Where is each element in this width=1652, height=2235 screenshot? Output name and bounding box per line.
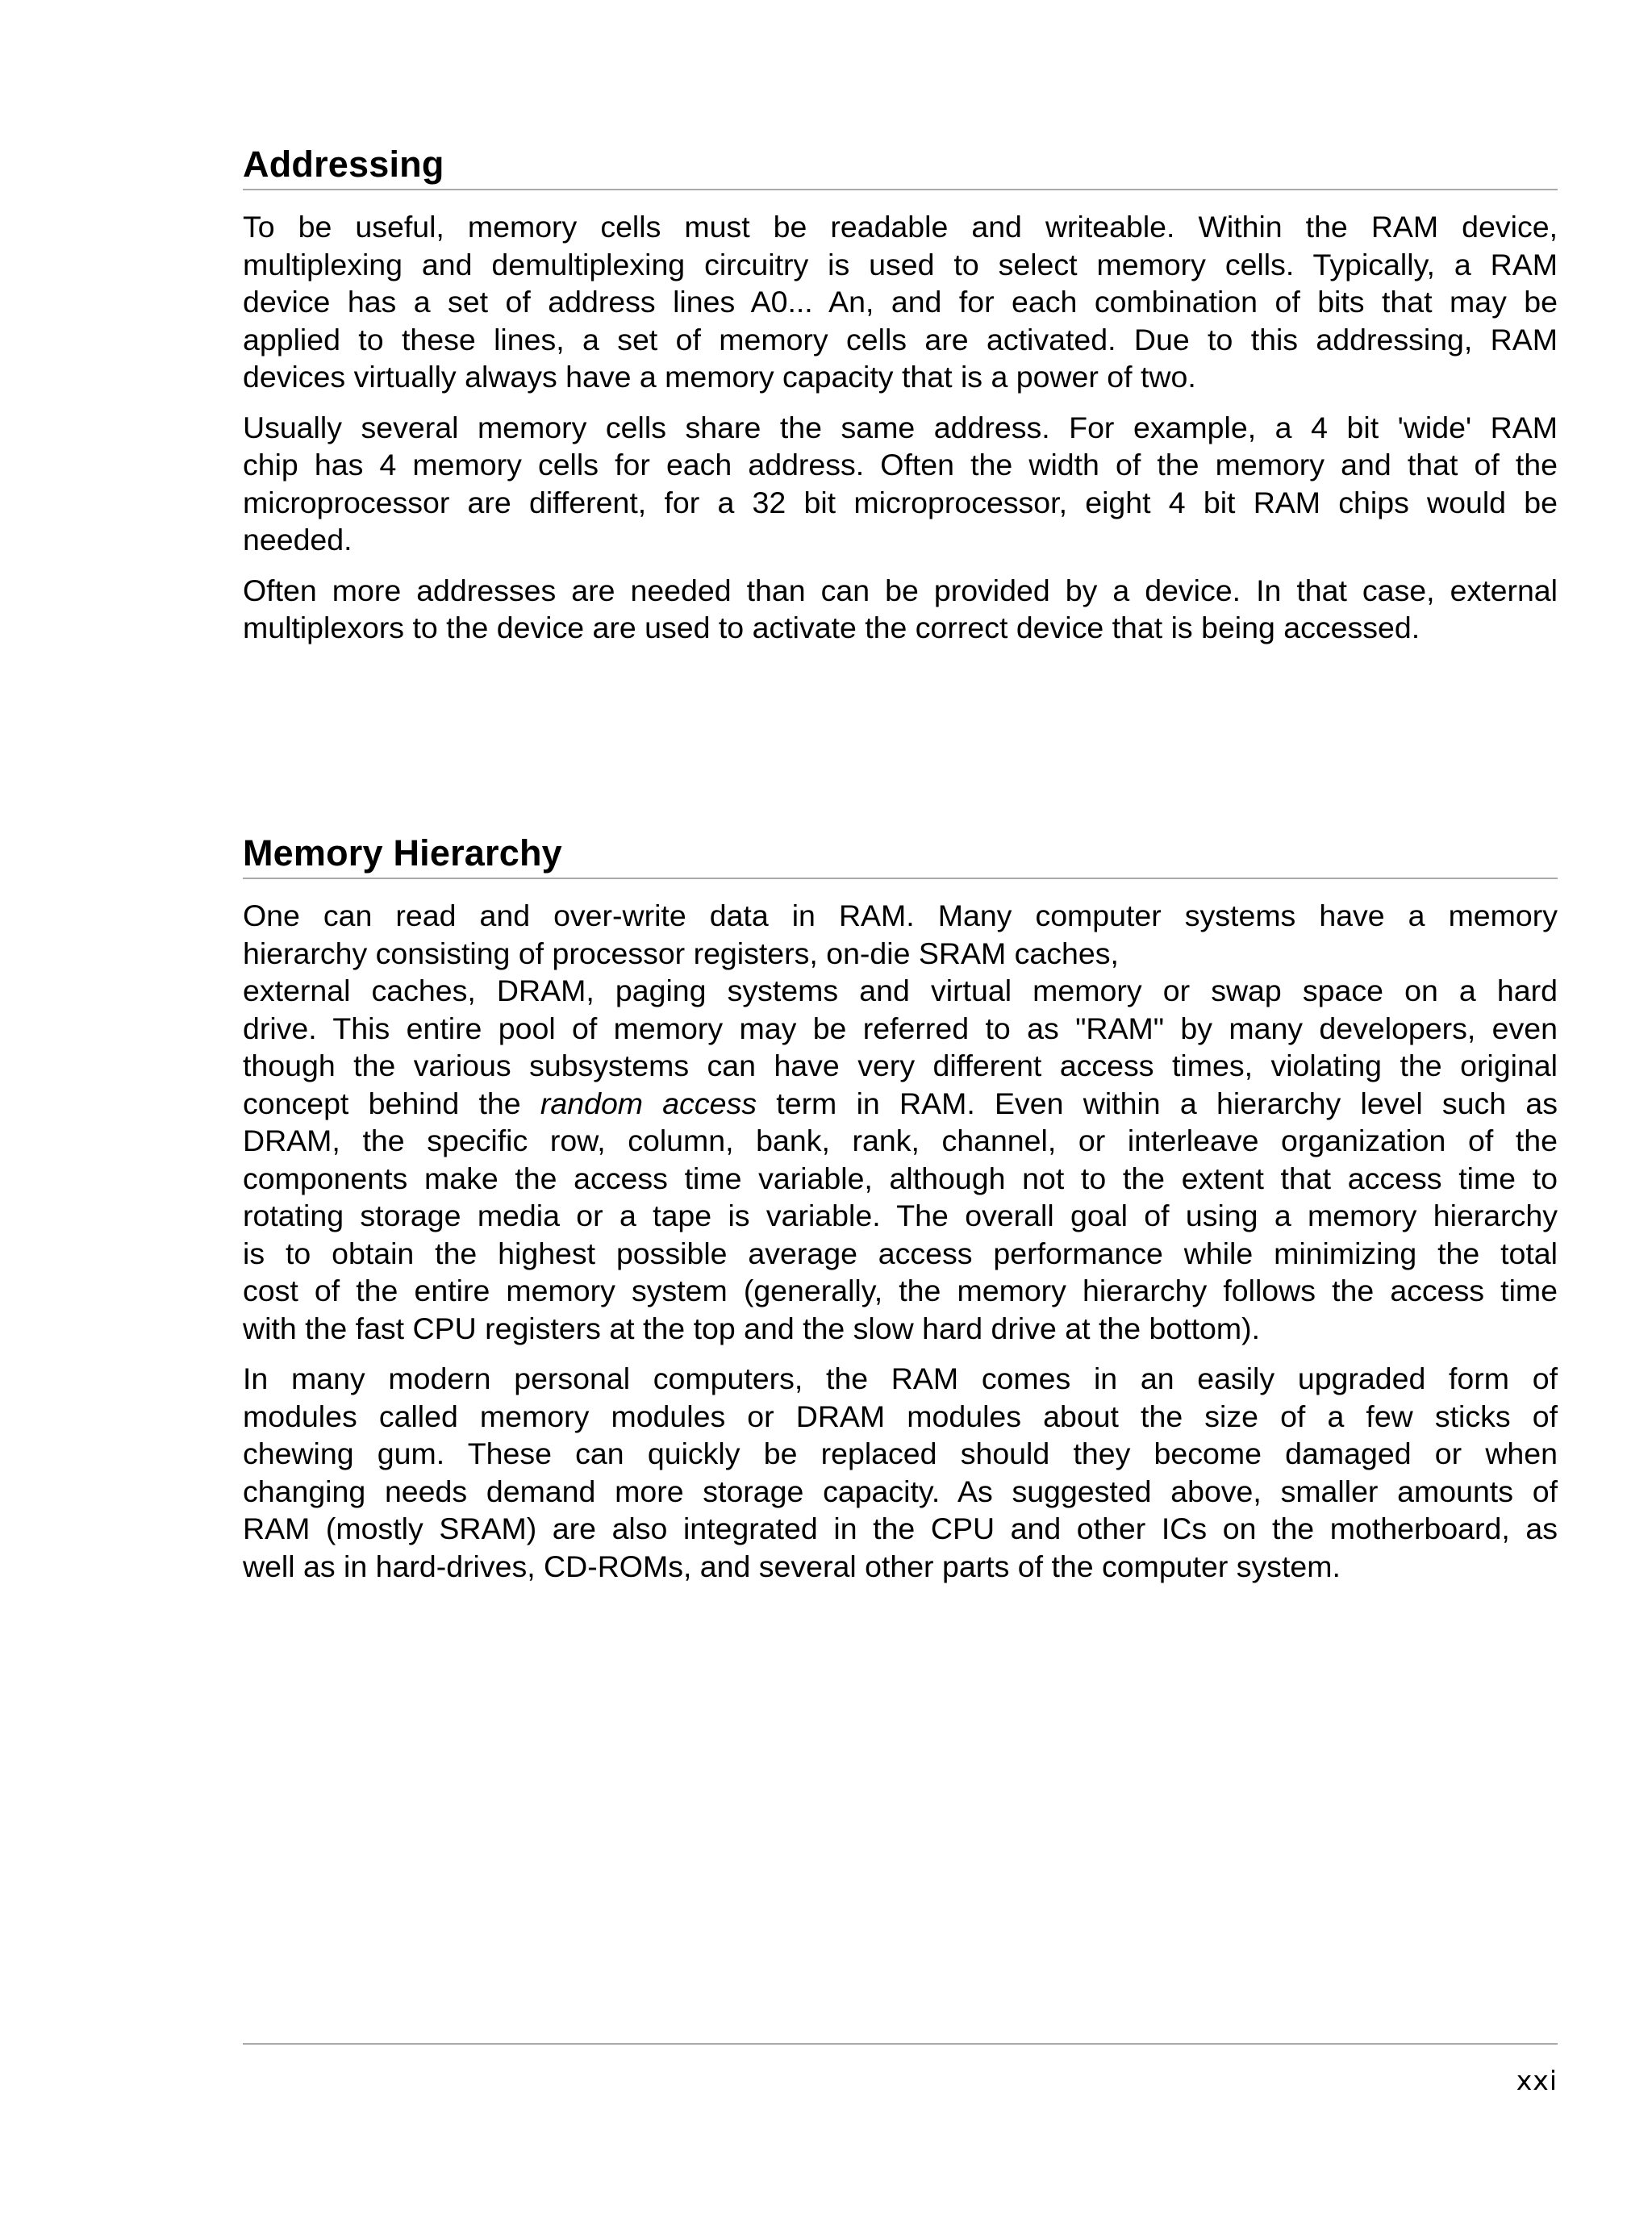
text-line: modules called memory modules or DRAM modules about the size of a few sticks of — [243, 1399, 1558, 1433]
text-line: chewing gum. These can quickly be replaced should they become damaged or when — [243, 1436, 1558, 1470]
text-line: needed. — [243, 523, 353, 557]
paragraph — [243, 572, 1558, 647]
text-line — [243, 1085, 1558, 1123]
text-line: though the various subsystems can have very different access times, violating the original — [243, 1049, 1558, 1082]
text-line: To be useful, memory cells must be readable and writeable. Within the RAM device, — [243, 210, 1558, 244]
text-line: well as in hard-drives, CD-ROMs, and several other parts of the computer system. — [243, 1549, 1341, 1583]
text-line: cost of the entire memory system (generally, the memory hierarchy follows the access time — [243, 1274, 1558, 1307]
footer-divider — [243, 2043, 1558, 2045]
text-line: Often more addresses are needed than can be provided by a device. In that case, external — [243, 573, 1558, 607]
section-memory-hierarchy — [243, 831, 1558, 1598]
text-line: with the fast CPU registers at the top and the slow hard drive at the bottom). — [243, 1311, 1261, 1345]
heading-divider — [243, 189, 1558, 190]
text-line: One can read and over-write data in RAM. Many computer systems have a memory — [243, 899, 1558, 932]
text-line: microprocessor are different, for a 32 bit microprocessor, eight 4 bit RAM chips would be — [243, 485, 1558, 519]
text-line: applied to these lines, a set of memory cells are activated. Due to this addressing, RAM — [243, 322, 1558, 357]
paragraph — [243, 409, 1558, 559]
text-line: devices virtually always have a memory capacity that is a power of two. — [243, 360, 1196, 394]
paragraph — [243, 1360, 1558, 1585]
paragraph — [243, 208, 1558, 396]
page-number: xxi — [1516, 2065, 1558, 2096]
text-line: RAM (mostly SRAM) are also integrated in the CPU and other ICs on the motherboard, as — [243, 1512, 1558, 1545]
text-line: DRAM, the specific row, column, bank, rank, channel, or interleave organization of the — [243, 1124, 1558, 1157]
text-line: hierarchy consisting of processor registers, on-die SRAM caches, — [243, 936, 1119, 970]
emphasized-term: random access — [540, 1086, 757, 1120]
heading-divider — [243, 878, 1558, 879]
text-line: drive. This entire pool of memory may be referred to as "RAM" by many developers, even — [243, 1011, 1558, 1045]
section-addressing — [243, 142, 1558, 660]
text-line: external caches, DRAM, paging systems and virtual memory or swap space on a hard — [243, 974, 1558, 1007]
text-line: device has a set of address lines A0... An, and for each combination of bits that may be — [243, 285, 1558, 319]
text-line: Usually several memory cells share the same address. For example, a 4 bit 'wide' RAM — [243, 410, 1558, 444]
text-line: components make the access time variable, although not to the extent that access time to — [243, 1161, 1558, 1195]
text-run: concept behind the — [243, 1086, 540, 1120]
text-line: is to obtain the highest possible average access performance while minimizing the total — [243, 1236, 1558, 1270]
text-line: chip has 4 memory cells for each address. Often the width of the memory and that of the — [243, 448, 1558, 482]
text-line: multiplexors to the device are used to activate the correct device that is being accessed. — [243, 611, 1420, 644]
text-line: multiplexing and demultiplexing circuitry is used to select memory cells. Typically, a RAM — [243, 247, 1558, 281]
text-line: rotating storage media or a tape is variable. The overall goal of using a memory hierarchy — [243, 1199, 1558, 1232]
section-heading: Addressing — [243, 144, 444, 185]
paragraph — [243, 897, 1558, 1347]
text-line: In many modern personal computers, the RAM comes in an easily upgraded form of — [243, 1361, 1558, 1395]
text-run: term in RAM. Even within a hierarchy level such as — [757, 1086, 1558, 1120]
text-line: changing needs demand more storage capacity. As suggested above, smaller amounts of — [243, 1474, 1558, 1508]
section-heading: Memory Hierarchy — [243, 832, 562, 874]
